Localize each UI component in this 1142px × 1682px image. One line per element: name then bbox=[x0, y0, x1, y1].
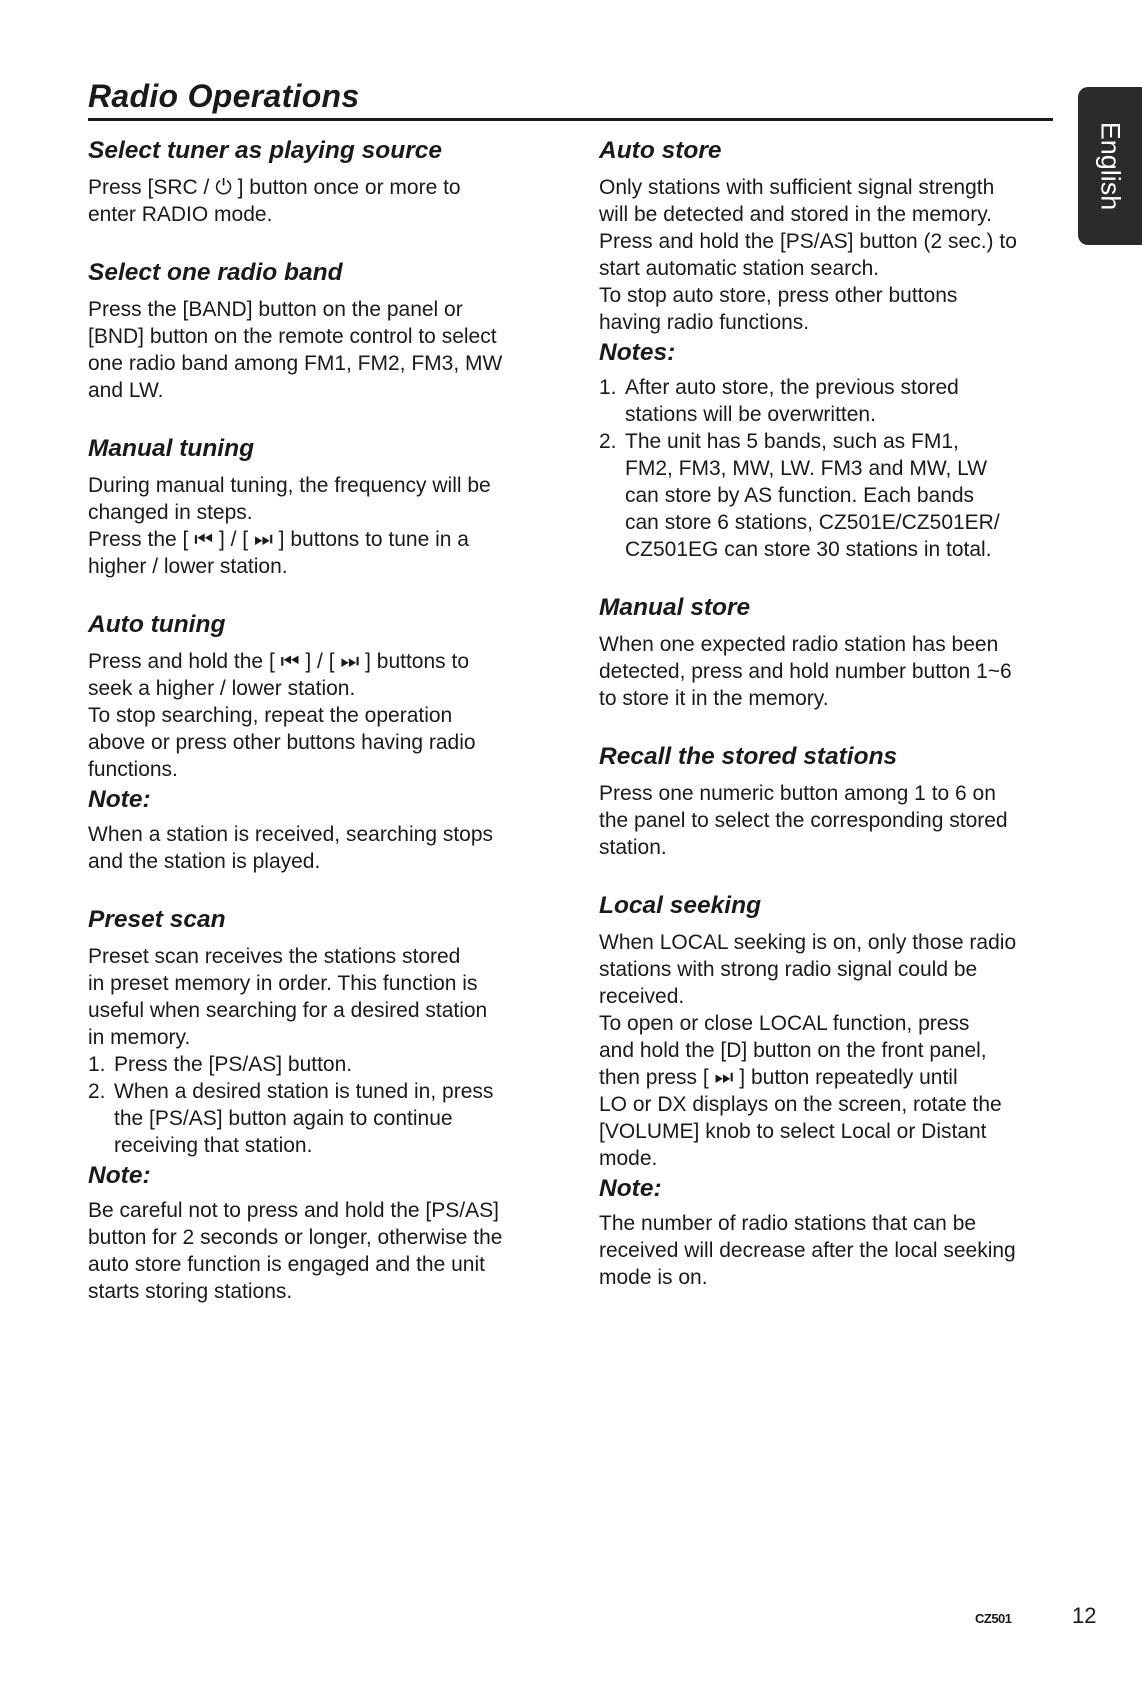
text-line: When LOCAL seeking is on, only those radio bbox=[599, 931, 1017, 954]
section-heading: Auto store bbox=[599, 137, 722, 164]
note-line: auto store function is engaged and the unit bbox=[88, 1253, 485, 1276]
page-number: 12 bbox=[1072, 1603, 1097, 1628]
section-heading: Auto tuning bbox=[88, 611, 226, 638]
text-line: detected, press and hold number button 1~6 bbox=[599, 660, 1012, 683]
list-text: the [PS/AS] button again to continue bbox=[114, 1107, 453, 1130]
text-line: Press and hold the [PS/AS] button (2 sec.) to bbox=[599, 230, 1017, 253]
note-line: button for 2 seconds or longer, otherwise the bbox=[88, 1226, 503, 1249]
section-local-seeking bbox=[599, 889, 1059, 1291]
text-line: Press one numeric button among 1 to 6 on bbox=[599, 782, 996, 805]
text-line: the panel to select the corresponding stored bbox=[599, 809, 1008, 832]
section-heading: Manual tuning bbox=[88, 435, 255, 462]
section-heading: Select tuner as playing source bbox=[88, 137, 443, 164]
text-line: Only stations with sufficient signal strength bbox=[599, 176, 995, 199]
list-text: receiving that station. bbox=[114, 1134, 313, 1157]
list-number: 1. bbox=[599, 376, 617, 399]
steps-list bbox=[88, 1051, 548, 1159]
text-line: To open or close LOCAL function, press bbox=[599, 1012, 970, 1035]
note-line: Be careful not to press and hold the [PS/AS] bbox=[88, 1199, 499, 1222]
note-heading: Note: bbox=[599, 1175, 662, 1202]
text-line: start automatic station search. bbox=[599, 257, 880, 280]
notes-list bbox=[599, 374, 1059, 563]
note-line: received will decrease after the local seeking bbox=[599, 1239, 1016, 1262]
text-line: To stop auto store, press other buttons bbox=[599, 284, 958, 307]
section-heading: Manual store bbox=[599, 594, 751, 621]
text-line: Press [SRC / ⏻ ] button once or more to bbox=[88, 176, 461, 199]
note-line: The number of radio stations that can be bbox=[599, 1212, 977, 1235]
list-item bbox=[88, 1078, 548, 1159]
text-line: above or press other buttons having radio bbox=[88, 731, 476, 754]
text-line: then press [ ⏭ ] button repeatedly until bbox=[599, 1066, 958, 1089]
list-text: can store by AS function. Each bands bbox=[625, 484, 975, 507]
note-line: starts storing stations. bbox=[88, 1280, 293, 1303]
text-line: LO or DX displays on the screen, rotate the bbox=[599, 1093, 1002, 1116]
list-text: can store 6 stations, CZ501E/CZ501ER/ bbox=[625, 511, 1000, 534]
section-manual-store bbox=[599, 591, 1059, 712]
text-line: Press and hold the [ ⏮ ] / [ ⏭ ] buttons to bbox=[88, 650, 469, 673]
language-tab bbox=[1078, 87, 1142, 245]
section-select-tuner bbox=[88, 134, 548, 228]
text-line: mode. bbox=[599, 1147, 658, 1170]
list-text: FM2, FM3, MW, LW. FM3 and MW, LW bbox=[625, 457, 988, 480]
text-line: to store it in the memory. bbox=[599, 687, 829, 710]
text-line: and LW. bbox=[88, 379, 164, 402]
text-line: [BND] button on the remote control to select bbox=[88, 325, 497, 348]
text-line: in memory. bbox=[88, 1026, 191, 1049]
text-line: When one expected radio station has been bbox=[599, 633, 999, 656]
text-line: will be detected and stored in the memory. bbox=[599, 203, 992, 226]
list-item bbox=[88, 1051, 548, 1078]
text-line: functions. bbox=[88, 758, 178, 781]
page-title: Radio Operations bbox=[88, 78, 360, 114]
section-heading: Preset scan bbox=[88, 906, 226, 933]
list-number: 1. bbox=[88, 1053, 106, 1076]
note-line: When a station is received, searching stops bbox=[88, 823, 494, 846]
text-line: changed in steps. bbox=[88, 501, 253, 524]
text-line: higher / lower station. bbox=[88, 555, 288, 578]
list-text: The unit has 5 bands, such as FM1, bbox=[625, 430, 959, 453]
text-line: Preset scan receives the stations stored bbox=[88, 945, 461, 968]
text-line: one radio band among FM1, FM2, FM3, MW bbox=[88, 352, 503, 375]
list-number: 2. bbox=[88, 1080, 106, 1103]
title-rule bbox=[88, 118, 1053, 121]
list-text: When a desired station is tuned in, press bbox=[114, 1080, 494, 1103]
list-text: CZ501EG can store 30 stations in total. bbox=[625, 538, 992, 561]
model-label: CZ501 bbox=[975, 1611, 1012, 1626]
section-auto-store bbox=[599, 134, 1059, 563]
list-text: stations will be overwritten. bbox=[625, 403, 876, 426]
notes-heading: Notes: bbox=[599, 339, 676, 366]
text-line: seek a higher / lower station. bbox=[88, 677, 356, 700]
list-item bbox=[599, 374, 1059, 428]
list-text: After auto store, the previous stored bbox=[625, 376, 959, 399]
text-line: having radio functions. bbox=[599, 311, 810, 334]
section-auto-tuning bbox=[88, 608, 548, 875]
text-line: Press the [BAND] button on the panel or bbox=[88, 298, 463, 321]
text-line: station. bbox=[599, 836, 667, 859]
language-tab-label: English bbox=[1095, 121, 1126, 211]
text-line: received. bbox=[599, 985, 685, 1008]
section-manual-tuning bbox=[88, 432, 548, 580]
text-line: To stop searching, repeat the operation bbox=[88, 704, 453, 727]
text-line: [VOLUME] knob to select Local or Distant bbox=[599, 1120, 987, 1143]
text-line: During manual tuning, the frequency will be bbox=[88, 474, 491, 497]
text-line: enter RADIO mode. bbox=[88, 203, 273, 226]
text-line: useful when searching for a desired station bbox=[88, 999, 488, 1022]
text-line: in preset memory in order. This function is bbox=[88, 972, 478, 995]
text-line: stations with strong radio signal could be bbox=[599, 958, 978, 981]
section-heading: Select one radio band bbox=[88, 259, 343, 286]
section-select-band bbox=[88, 256, 548, 404]
list-number: 2. bbox=[599, 430, 617, 453]
right-column bbox=[599, 134, 1059, 1319]
section-preset-scan bbox=[88, 903, 548, 1305]
section-heading: Recall the stored stations bbox=[599, 743, 898, 770]
list-item bbox=[599, 428, 1059, 563]
text-line: and hold the [D] button on the front panel, bbox=[599, 1039, 987, 1062]
left-column bbox=[88, 134, 548, 1333]
list-text: Press the [PS/AS] button. bbox=[114, 1053, 353, 1076]
section-recall-stations bbox=[599, 740, 1059, 861]
note-heading: Note: bbox=[88, 1162, 151, 1189]
note-line: mode is on. bbox=[599, 1266, 708, 1289]
note-line: and the station is played. bbox=[88, 850, 321, 873]
note-heading: Note: bbox=[88, 786, 151, 813]
text-line: Press the [ ⏮ ] / [ ⏭ ] buttons to tune in a bbox=[88, 528, 469, 551]
section-heading: Local seeking bbox=[599, 892, 762, 919]
